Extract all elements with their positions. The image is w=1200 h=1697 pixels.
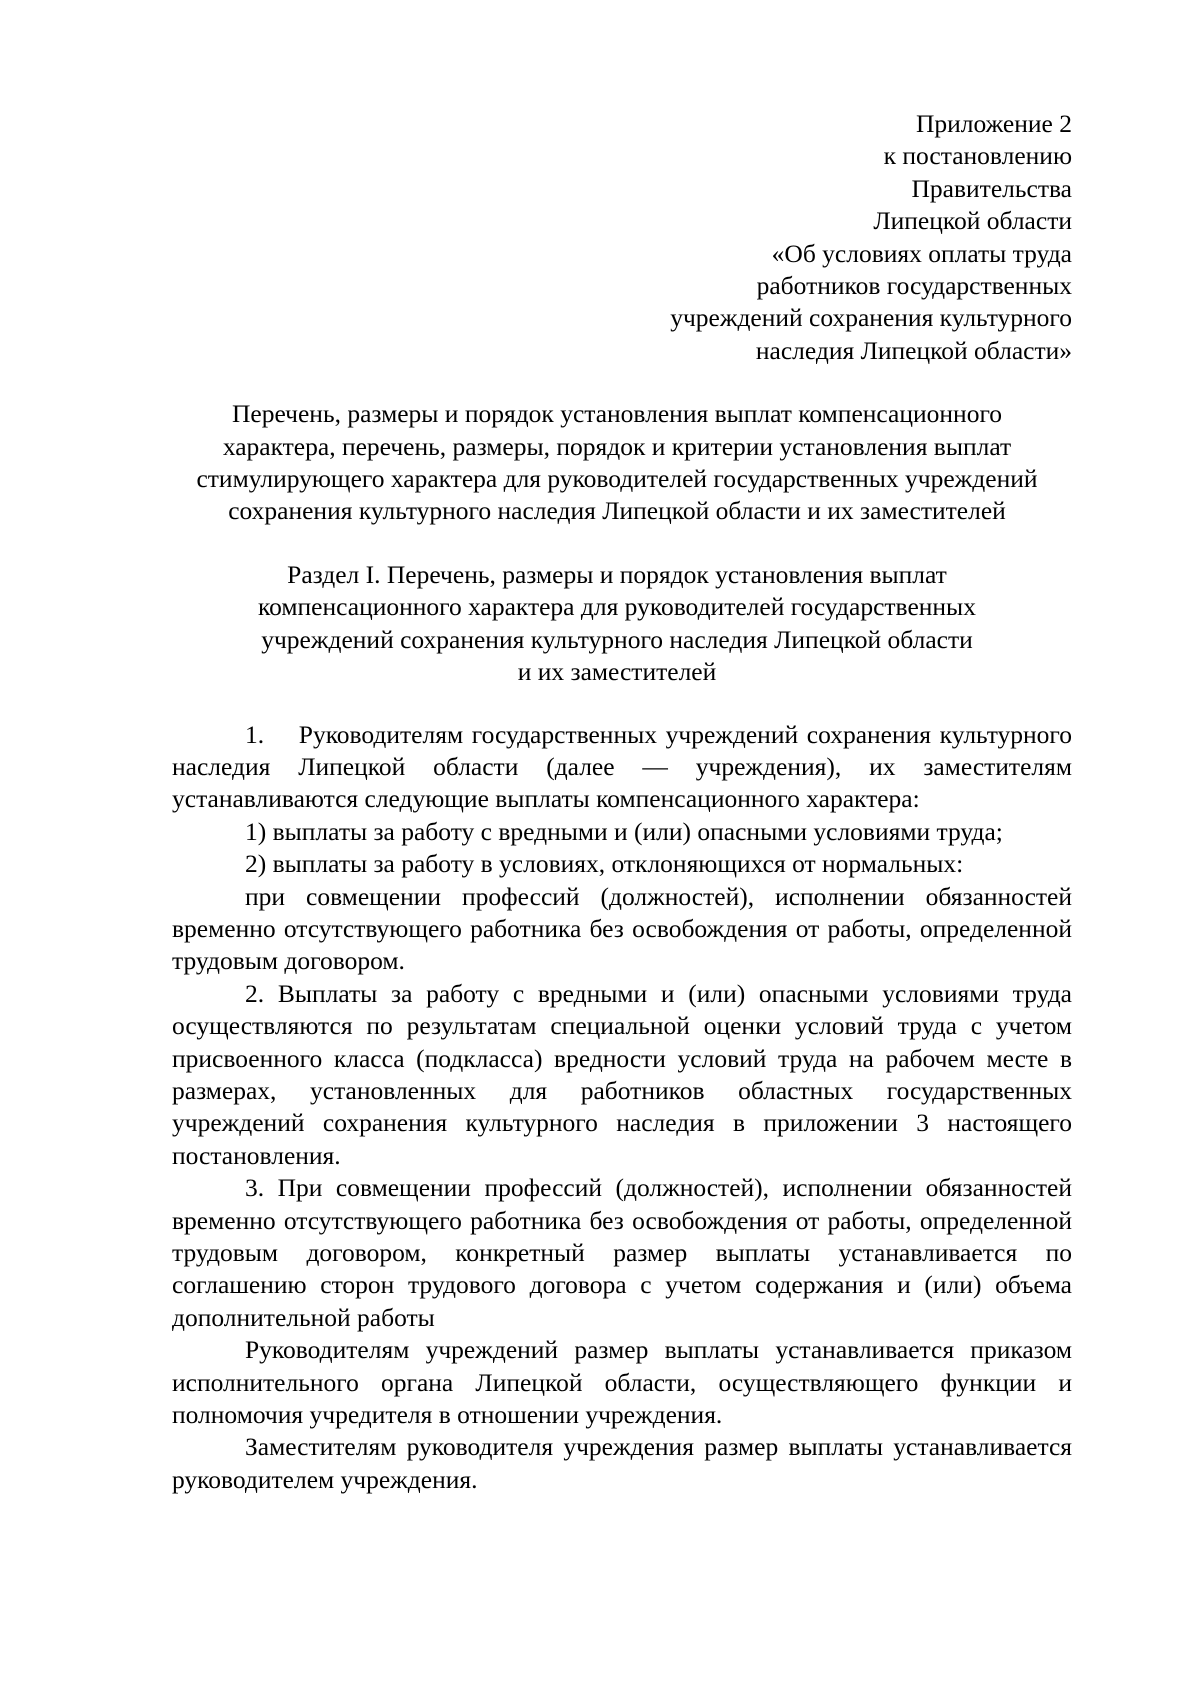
- section-title-line: Раздел I. Перечень, размеры и порядок установления выплат: [287, 559, 947, 589]
- section-title: [172, 559, 1072, 689]
- document-title-line: характера, перечень, размеры, порядок и критерии установления выплат: [222, 431, 1012, 461]
- appendix-line: Правительства: [911, 173, 1072, 203]
- paragraph-3: 3. При совмещении профессий (должностей), исполнении обязанностей временно отсутствующего работника без освобождения от работы, определенной трудовым договором, конкретный размер выплаты устанавливается по соглашению сторон трудового договора с учетом содержания и (или) объема дополнительной работы: [172, 1173, 1072, 1332]
- appendix-line: «Об условиях оплаты труда: [771, 238, 1072, 268]
- paragraph-3-deputies: Заместителям руководителя учреждения размер выплаты устанавливается руководителем учреждения.: [172, 1432, 1072, 1494]
- paragraph-1-item-2: 2) выплаты за работу в условиях, отклоняющихся от нормальных:: [245, 849, 964, 879]
- appendix-line: наследия Липецкой области»: [755, 335, 1072, 365]
- paragraph-1-item-2-detail: при совмещении профессий (должностей), исполнении обязанностей временно отсутствующего работника без освобождения от работы, определенной трудовым договором.: [172, 881, 1072, 976]
- section-title-line: и их заместителей: [517, 657, 717, 687]
- document-body: [172, 719, 1072, 1497]
- appendix-line: к постановлению: [883, 141, 1072, 171]
- document-title: [172, 398, 1072, 528]
- paragraph-1: 1. Руководителям государственных учреждений сохранения культурного наследия Липецкой области (далее — учреждения), их заместителям устанавливаются следующие выплаты компенсационного характера:: [172, 719, 1072, 814]
- appendix-line: работников государственных: [756, 271, 1072, 301]
- paragraph-2: 2. Выплаты за работу с вредными и (или) опасными условиями труда осуществляются по результатам специальной оценки условий труда с учетом присвоенного класса (подкласса) вредности условий труда на рабочем месте в размерах, установленных для работников областных государственных учреждений сохранения культурного наследия в приложении 3 настоящего постановления.: [172, 978, 1072, 1170]
- document-title-line: Перечень, размеры и порядок установления выплат компенсационного: [231, 399, 1003, 429]
- paragraph-3-directors: Руководителям учреждений размер выплаты устанавливается приказом исполнительного органа Липецкой области, осуществляющего функции и полномочия учредителя в отношении учреждения.: [172, 1335, 1072, 1430]
- section-title-line: учреждений сохранения культурного наследия Липецкой области: [261, 624, 973, 654]
- document-title-line: сохранения культурного наследия Липецкой области и их заместителей: [228, 496, 1006, 526]
- appendix-line: Липецкой области: [873, 206, 1072, 236]
- paragraph-1-item-1: 1) выплаты за работу с вредными и (или) опасными условиями труда;: [245, 816, 1003, 846]
- document-title-line: стимулирующего характера для руководителей государственных учреждений: [196, 464, 1038, 494]
- appendix-line: Приложение 2: [916, 109, 1072, 138]
- section-title-line: компенсационного характера для руководителей государственных: [258, 592, 976, 622]
- appendix-line: учреждений сохранения культурного: [670, 303, 1072, 333]
- appendix-block: [172, 108, 1072, 367]
